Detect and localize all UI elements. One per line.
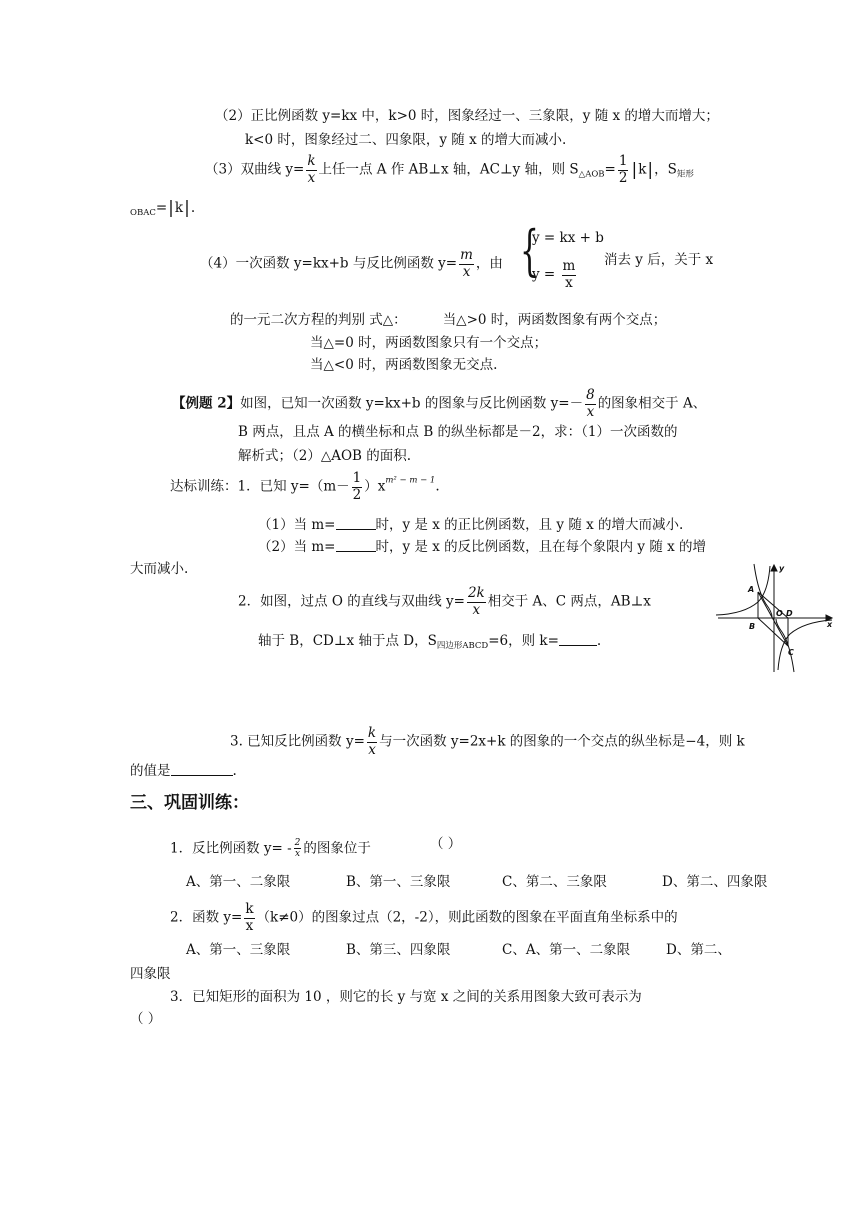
frac-num: k <box>307 153 316 169</box>
frac-den: 2 <box>618 169 628 186</box>
section3-q2 <box>170 902 678 934</box>
subscript-abcd: 四边形ABCD <box>436 641 489 651</box>
frac-num: 1 <box>352 470 362 486</box>
frac-num: 1 <box>618 153 628 169</box>
training-q1b <box>258 539 706 555</box>
fraction-half <box>618 154 629 186</box>
q1b-post: 时，y 是 x 的反比例函数，且在每个象限内 y 随 x 的增 <box>375 539 707 555</box>
fraction-k-over-x <box>367 726 377 758</box>
q3-line2: 的值是 <box>130 763 171 779</box>
subscript-rect: 矩形 <box>676 169 694 180</box>
example2-label: 【例题 2】 <box>172 395 241 412</box>
training-q1-prefix: 达标训练：1．已知 y=（m－ <box>170 478 350 495</box>
abs-bar-right: | <box>647 159 654 180</box>
item3-middle: 上任一点 A 作 AB⊥x 轴，AC⊥y 轴，则 S <box>318 161 579 178</box>
s3q2-option-d-wrap: 四象限 <box>130 966 171 982</box>
q2-pre: 2．如图，过点 O 的直线与双曲线 y= <box>238 593 465 610</box>
frac-den: x <box>245 917 254 934</box>
q1a-post: 时，y 是 x 的正比例函数，且 y 随 x 的增大而减小. <box>375 517 684 533</box>
example2-text1: 如图，已知一次函数 y=kx+b 的图象与反比例函数 y=－ <box>240 395 584 412</box>
fraction-2-over-x <box>294 838 302 860</box>
line-ac <box>758 592 788 646</box>
segment-bc <box>758 618 788 646</box>
label-a: A <box>748 585 755 594</box>
example2-line3: 解析式；（2）△AOB 的面积. <box>238 448 412 464</box>
fraction-2k-over-x <box>467 586 486 618</box>
q1b-pre: （2）当 m= <box>258 539 336 555</box>
q2-line2-post: =6，则 k= <box>488 633 559 649</box>
q3-pre: 3. 已知反比例函数 y= <box>230 733 365 750</box>
section3-q3-line2: （ ） <box>130 1011 162 1027</box>
q2-line2-pre: 轴于 B，CD⊥x 轴于点 D，S <box>258 633 437 649</box>
y-axis-arrow <box>771 565 777 571</box>
training-q1 <box>170 471 440 503</box>
item4-discriminant: 的一元二次方程的判别 式△： <box>230 312 407 328</box>
frac-num: 2k <box>467 585 485 601</box>
abs-bar-left: | <box>631 159 638 180</box>
frac-num: k <box>367 725 377 741</box>
s3q1-option-c[interactable]: C、第二、三象限 <box>502 874 607 890</box>
equals: = <box>155 200 168 216</box>
training-q1b-wrap: 大而减小. <box>130 561 189 577</box>
frac-num: 8 <box>586 387 595 403</box>
q2-post: 相交于 A、C 两点，AB⊥x <box>487 593 651 610</box>
training-q3-line2 <box>130 763 237 779</box>
fraction-m-over-x <box>459 248 474 280</box>
s3q1-post: 的图象位于 <box>303 840 371 857</box>
example2-line2: B 两点，且点 A 的横坐标和点 B 的纵坐标都是－2，求：（1）一次函数的 <box>238 424 678 440</box>
s3q1-answer-paren: （ ） <box>430 836 462 852</box>
answer-blank[interactable] <box>171 763 233 776</box>
period: . <box>190 200 196 216</box>
item4-line1 <box>200 248 503 280</box>
s3q2-option-a[interactable]: A、第一、三象限 <box>186 942 291 958</box>
system-row-1: y = kx + b <box>532 230 604 246</box>
hyperbola-branch-left <box>716 566 770 615</box>
item3-prefix: （3）双曲线 y= <box>205 161 305 178</box>
item4-case3: 当△<0 时，两函数图象无交点. <box>310 357 498 373</box>
item3-line2 <box>130 200 195 218</box>
label-x: x <box>827 620 833 629</box>
sys-row2-prefix: y = <box>532 266 560 283</box>
item4-by: ，由 <box>475 255 503 272</box>
s3q2-pre: 2．函数 y= <box>170 909 243 926</box>
period: . <box>596 633 602 649</box>
item4-case1: 当△>0 时，两函数图象有两个交点； <box>442 312 667 328</box>
label-c: C <box>788 648 794 657</box>
fraction-m-over-x <box>562 259 577 291</box>
answer-blank[interactable] <box>559 633 597 646</box>
item3-comma-s: ，S <box>654 161 677 178</box>
example2-text1-end: 的图象相交于 A、 <box>597 395 707 412</box>
frac-den: x <box>565 274 573 291</box>
answer-blank[interactable] <box>336 517 376 530</box>
item3-line1 <box>205 154 694 186</box>
label-o: O <box>776 609 783 618</box>
frac-den: x <box>586 403 595 420</box>
item2-line2: k<0 时，图象经过二、四象限，y 随 x 的增大而减小. <box>245 132 567 148</box>
s3q2-option-d[interactable]: D、第二、 <box>666 942 731 958</box>
frac-den: x <box>368 741 376 758</box>
section3-heading: 三、巩固训练： <box>130 793 249 813</box>
answer-blank[interactable] <box>336 539 376 552</box>
s3q1-option-a[interactable]: A、第一、二象限 <box>186 874 291 890</box>
item4-after: 消去 y 后，关于 x <box>604 252 714 268</box>
abs-k: k <box>638 161 647 178</box>
s3q1-option-d[interactable]: D、第二、四象限 <box>662 874 768 890</box>
item4-line2 <box>230 314 666 328</box>
exponent: m² − m − 1 <box>385 475 436 486</box>
fraction-half <box>352 471 363 503</box>
training-q3 <box>230 726 745 758</box>
abs-k: k <box>174 200 184 216</box>
system-brace: { <box>520 219 539 282</box>
s3q2-option-b[interactable]: B、第三、四象限 <box>346 942 451 958</box>
label-d: D <box>786 609 793 618</box>
s3q2-post: （k≠0）的图象过点（2，-2），则此函数的图象在平面直角坐标系中的 <box>256 909 678 926</box>
hyperbola-figure <box>714 562 836 674</box>
period: . <box>435 478 440 495</box>
label-b: B <box>749 622 756 631</box>
frac-num: 2 <box>294 838 301 848</box>
abs-bar-left: | <box>168 198 174 218</box>
frac-den: x <box>462 263 471 280</box>
frac-den: x <box>307 169 316 186</box>
frac-num: m <box>460 247 473 263</box>
example2-line1 <box>172 388 706 420</box>
equals: = <box>604 161 616 178</box>
abs-bar-right: | <box>184 198 190 218</box>
subscript-obac: OBAC <box>130 208 156 218</box>
subscript-aob: △AOB <box>578 169 605 180</box>
section3-q3-line1: 3．已知矩形的面积为 10 ，则它的长 y 与宽 x 之间的关系用图象大致可表示为 <box>170 989 642 1005</box>
system-row-2 <box>532 259 578 291</box>
section3-q1 <box>170 838 371 860</box>
s3q1-option-b[interactable]: B、第一、三象限 <box>346 874 451 890</box>
frac-num: k <box>245 901 254 917</box>
fraction-k-over-x <box>306 154 316 186</box>
period: . <box>232 763 237 779</box>
training-q2 <box>238 586 651 618</box>
frac-num: m <box>562 258 576 274</box>
label-y: y <box>779 564 785 573</box>
fraction-8-over-x <box>585 388 596 420</box>
frac-den: x <box>295 849 301 860</box>
segment-ad <box>758 592 788 618</box>
training-q1-mid: ）x <box>364 478 386 495</box>
s3q1-pre: 1．反比例函数 y= - <box>170 840 292 857</box>
training-q1a <box>258 517 683 533</box>
q1a-pre: （1）当 m= <box>258 517 336 533</box>
hyperbola-branch-right <box>778 620 832 670</box>
frac-den: 2 <box>352 486 362 503</box>
training-q2-line2 <box>258 633 601 651</box>
fraction-k-over-x <box>244 902 254 934</box>
item4-case2: 当△=0 时，两函数图象只有一个交点； <box>310 335 548 351</box>
frac-den: x <box>472 601 481 618</box>
item2-line1: （2）正比例函数 y=kx 中，k>0 时，图象经过一、三象限，y 随 x 的增大而增大； <box>215 108 719 124</box>
item4-prefix: （4）一次函数 y=kx+b 与反比例函数 y= <box>200 255 458 272</box>
s3q2-option-c[interactable]: C、A、第一、二象限 <box>502 942 631 958</box>
q3-post: 与一次函数 y=2x+k 的图象的一个交点的纵坐标是−4，则 k <box>379 733 745 750</box>
